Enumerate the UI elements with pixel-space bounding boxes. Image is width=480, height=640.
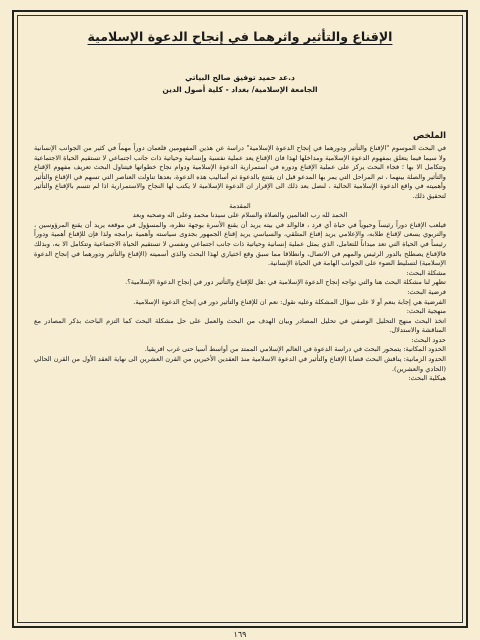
document-title: الإقناع والتأثير واثرهما في إنجاح الدعوة الإسلامية	[87, 29, 393, 44]
methodology-heading: منهجية البحث:	[406, 307, 446, 316]
structure-heading: هيكلية البحث:	[408, 374, 446, 383]
page-number: ١٦٩	[0, 630, 480, 640]
abstract-paragraph: في البحث الموسوم "الإقناع والتأثير ودورهما في إنجاح الدعوة الإسلامية" دراسة عن هذين المفهومين فلعمان دوراً مهماً في كثير من الجوانب الإنسانية ولا سيما فيما يتعلق بمفهوم الدعوة الإسلامية ومداخلها لهذا فان الإقناع يعد عملية نفسية وإنسانية وحياتية ذات جانب اجتماعي لا تستقيم الحياة الاجتماعية وتتكامل الا بها ؛ فجاء البحث يركز على عملية الإقناع ودوره في استمرارية الدعوة الإسلامية ودوام نجاح خطواتها فيتناول البحث تعريف مفهوم الإقناع والتأثير والصلة بينهما ، ثم المراحل التي يمر بها المدعو قبل ان يقتنع بالدعوة ثم أساليب هذه الدعوة، بعدها تناولت العناصر التي تسهم في الإقناع والتأثير وأهميته في واقع الدعوة الإسلامية الحالية ، لنصل بعد ذلك الى الإقرار ان الدعوة الإسلامية لا يكتب لها النجاح والاستمرارية اذا لم تتسم بالإقناع والتأثير لتحقيق ذلك.	[34, 144, 446, 200]
introduction-paragraph: فيلعب الإقناع دوراً رئيساً وحيوياً في حياة أي فرد ، فالوالد في بيته يريد أن يقنع الأسرة بوجهة نظره، والمسؤول في موقعه يريد أن يقنع المرؤوسين ، والتربوي يسعى لإقناع طلابه، والإعلامي يريد إقناع المتلقي، والسياسي يريد إقناع الجمهور بجدوى سياسته وأهمية برامجه ولذا فإن للإقناع أهمية ودوراً رئيساً في الحياة التي تعد ميداناً للتعامل، الذي يمثل عملية إنسانية وحياتية ذات جانب اجتماعي ونفسي لا تستقيم الحياة الاجتماعية وتتكامل الا به، وبذلك فالإقناع يصطلح بالدور الرئيس والمهم في الاتصال، وانطلاقا مما سبق وقع اختياري لهذا البحث والذي أسميته (الإقناع والتأثير ودورهما في إنجاح الدعوة الإسلامية) لتسليط الضوء على الجوانب الهامة في الحياة الإنسانية.	[34, 220, 446, 268]
methodology-text: اتخذ البحث منهج التحليل الوصفي في تحليل المصادر وبيان الهدف من البحث والعمل على حل مشكلة البحث كما التزم الباحث بذكر المصادر مع المناقشة والاستدلال.	[34, 316, 446, 335]
abstract-heading: الملخص	[413, 131, 446, 141]
hypothesis-heading: فرضية البحث:	[407, 287, 446, 296]
introduction-heading: المقدمة	[229, 201, 251, 210]
page-content	[34, 28, 446, 618]
temporal-scope-text: الحدود الزمانية: يناقش البحث قضايا الإقناع والتأثير في الدعوة الاسلامية منذ العقدين الأخيرين من القرن العشرين الى نهاية العقد الأول من القرن الحالي (الحادي والعشرين).	[34, 355, 446, 373]
hypothesis-text: الفرضية هي إجابة بنعم أو لا على سؤال المشكلة وعليه نقول: نعم ان للإقناع والتأثير دور في إنجاح الدعوة الإسلامية.	[133, 297, 446, 306]
document-body	[34, 144, 446, 384]
opening-praise: الحمد لله رب العالمين والصلاة والسلام على سيدنا محمد وعلى اله وصحبه وبعد	[132, 211, 348, 220]
author-name: د.عد حميد توفيق صالح البياتي	[185, 73, 295, 82]
spatial-scope-text: الحدود المكانية: يتمحور البحث في دراسة الدعوة في العالم الإسلامي الممتد من أواسط أسيا حتى غرب افريقيا.	[144, 345, 446, 354]
research-problem-text: تظهر لنا مشكلة البحث هنا والتي تواجه إنجاح الدعوة الإسلامية في :هل للإقناع والتأثير دور في إنجاح الدعوة الإسلامية؟.	[125, 278, 446, 287]
author-affiliation: الجامعة الإسلامية/ بغداد - كلية أصول الدين	[162, 85, 318, 94]
scope-heading: حدود البحث:	[411, 335, 446, 344]
research-problem-heading: مشكلة البحث:	[406, 268, 446, 277]
